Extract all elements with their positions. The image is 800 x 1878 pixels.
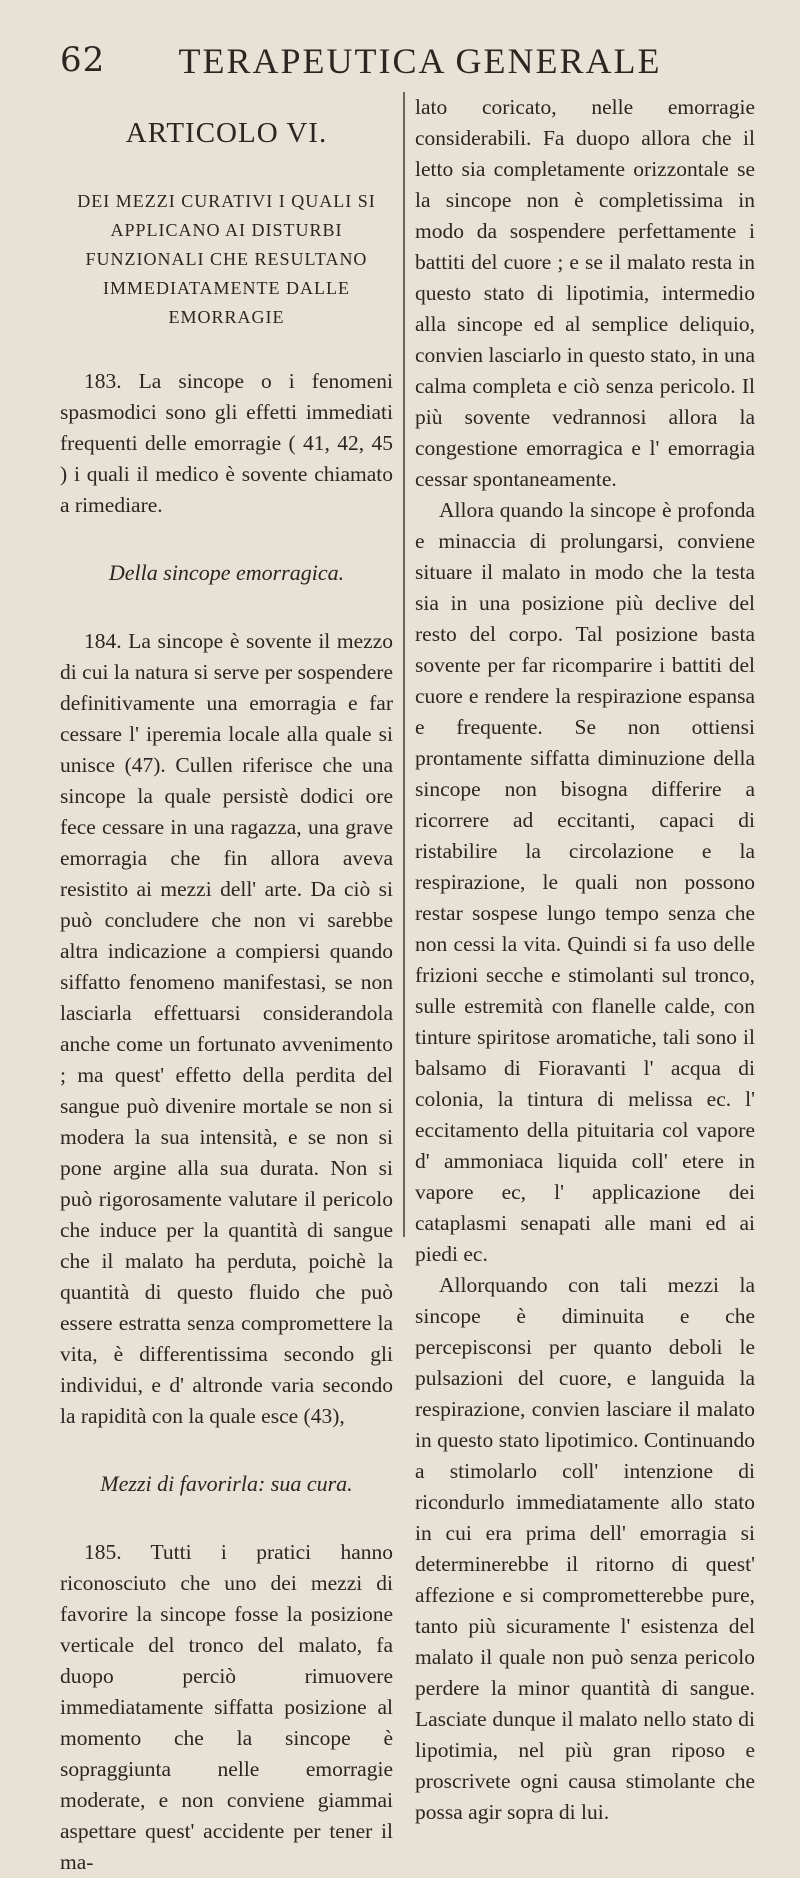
paragraph-continuation: lato coricato, nelle emorragie considerabili. Fa duopo allora che il letto sia completamente orizzontale se la sincope non è completissima in modo da sospendere perfettamente i battiti del cuore ; e se il malato resta in questo stato di lipotimia, intermedio alla sincope ed al semplice deliquio, convien lasciarlo in questo stato, in una calma completa e ciò senza pericolo. Il più sovente vedrannosi allora la congestione emorragica e l' emorragia cessar spontaneamente. <box>415 95 755 491</box>
column-divider <box>403 92 405 1237</box>
paragraph-allora: Allora quando la sincope è profonda e minaccia di prolungarsi, conviene situare il malato in modo che la testa sia in una posizione più declive del resto del corpo. Tal posizione basta sovente per far ricomparire i battiti del cuore e rendere la respirazione espansa e frequente. Se non ottiensi prontamente siffatta diminuzione della sincope non bisogna differire a ricorrere ad eccitanti, capaci di ristabilire la circolazione e la respirazione, le quali non possono restar sospese lungo tempo senza che non cessi la vita. Quindi si fa uso delle frizioni secche e stimolanti sul tronco, sulle estremità con flanelle calde, con tinture spiritose aromatiche, tali sono il balsamo di Fioravanti l' acqua di colonia, la tintura di melissa ec. l' eccitamento della pituitaria col vapore d' ammoniaca liquida coll' etere in vapore ec, l' applicazione dei cataplasmi senapati alle mani ed ai piedi ec. <box>415 498 755 1266</box>
paragraph-183: 183. La sincope o i fenomeni spasmodici sono gli effetti immediati frequenti delle emorragie ( 41, 42, 45 ) i quali il medico è sovente chiamato a rimediare. <box>60 369 393 517</box>
article-title: ARTICOLO VI. <box>125 117 328 149</box>
article-subtitle: DEI MEZZI CURATIVI I QUALI SI APPLICANO AI DISTURBI FUNZIONALI CHE RESULTANO IMMEDIATAMENTE DALLE EMORRAGIE <box>77 191 376 327</box>
left-column <box>60 100 393 1878</box>
paragraph-allorquando: Allorquando con tali mezzi la sincope è diminuita e che percepisconsi per quanto deboli le pulsazioni del cuore, e languida la respirazione, convien lasciare il malato in questo stato lipotimico. Continuando a stimolarlo coll' intenzione di ricondurlo immediatamente allo stato in cui era prima dell' emorragia si determinerebbe il ritorno di quest' affezione e si comprometterebbe pure, tanto più sicuramente l' esistenza del malato il quale non può senza pericolo perdere la minor quantità di sangue. Lasciate dunque il malato nello stato di lipotimia, nel più gran riposo e proscrivete ogni causa stimolante che possa agir sopra di lui. <box>415 1273 755 1824</box>
paragraph-185: 185. Tutti i pratici hanno riconosciuto che uno dei mezzi di favorire la sincope fosse la posizione verticale del tronco del malato, fa duopo perciò rimuovere immediatamente siffatta posizione al momento che la sincope è sopraggiunta nelle emorragie moderate, e non conviene giammai aspettare quest' accidente per tener il ma- <box>60 1540 393 1874</box>
page-number: 62 <box>60 40 106 80</box>
right-column <box>415 92 755 1828</box>
section-heading-mezzi: Mezzi di favorirla: sua cura. <box>100 1471 353 1496</box>
section-heading-sincope: Della sincope emorragica. <box>108 560 345 585</box>
paragraph-184: 184. La sincope è sovente il mezzo di cui la natura si serve per sospendere definitivamente una emorragia e far cessare l' iperemia locale alla quale si unisce (47). Cullen riferisce che una sincope la quale persistè dodici ore fece cessare in una ragazza, una grave emorragia che fin allora aveva resistito ai mezzi dell' arte. Da ciò si può concludere che non vi sarebbe altra indicazione a compiersi quando siffatto fenomeno manifestasi, se non lasciarla effettuarsi considerandola anche come un fortunato avvenimento ; ma quest' effetto della perdita del sangue può divenire mortale se non si modera la sua intensità, e se non si pone argine alla sua durata. Non si può rigorosamente valutare il pericolo che induce per la quantità di sangue che il malato ha perduta, poichè la quantità di questo fluido che può essere estratta senza compromettere la vita, è differentissima secondo gli individui, e d' altronde varia secondo la rapidità con la quale esce (43), <box>60 629 393 1428</box>
running-title: TERAPEUTICA GENERALE <box>178 41 662 81</box>
page-header <box>60 40 780 90</box>
